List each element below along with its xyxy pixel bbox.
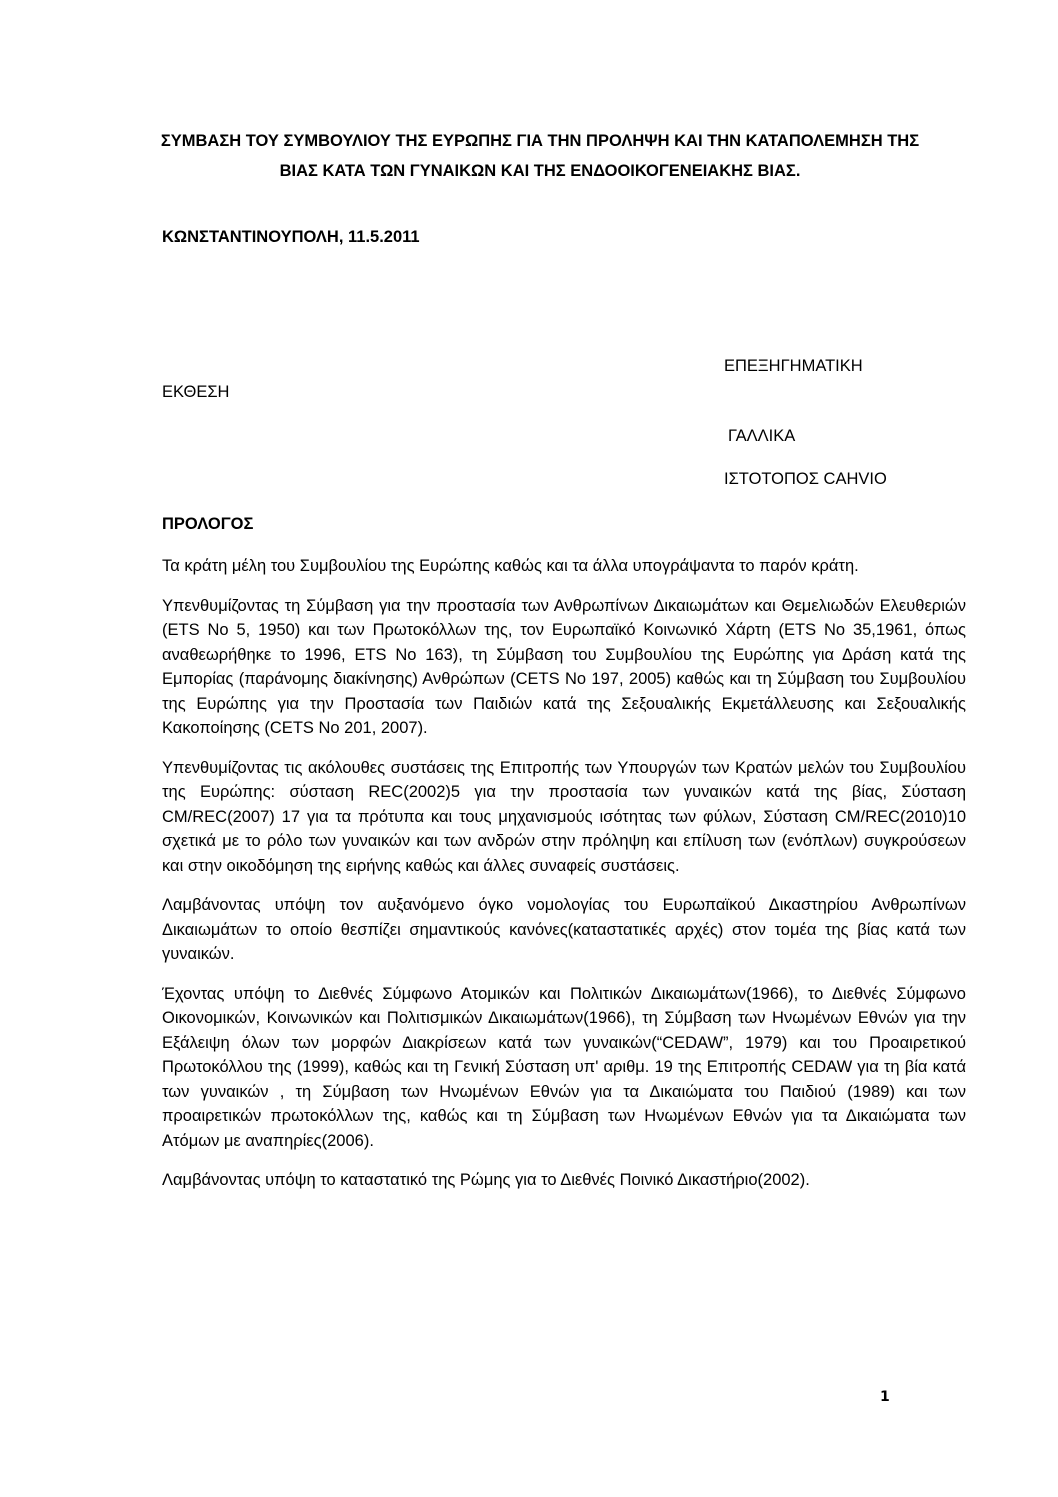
- meta-website: ΙΣΤΟΤΟΠΟΣ CAHVIO: [724, 470, 887, 488]
- paragraph: Τα κράτη μέλη του Συμβουλίου της Ευρώπης καθώς και τα άλλα υπογράψαντα το παρόν κράτη.: [162, 557, 859, 575]
- meta-french: ΓΑΛΛΙΚΑ: [728, 427, 796, 445]
- paragraph: Υπενθυμίζοντας τη Σύμβαση για την προστασία των Ανθρωπίνων Δικαιωμάτων και Θεμελιωδών Ελευθεριών (ETS No 5, 1950) και των Πρωτοκόλλων της, τον Ευρωπαϊκό Κοινωνικό Χάρτη (ETS No 35,1961, όπως αναθεωρήθηκε το 1996, ETS No 163), τη Σύμβαση του Συμβουλίου της Ευρώπης για Δράση κατά της Εμπορίας (παράνομης διακίνησης) Ανθρώπων (CETS No 197, 2005) καθώς και τη Σύμβαση του Συμβουλίου της Ευρώπης για την Προστασία των Παιδιών κατά της Σεξουαλικής Εκμετάλλευσης και Σεξουαλικής Κακοποίησης (CETS No 201, 2007).: [162, 596, 966, 737]
- body-text: [162, 554, 966, 1208]
- paragraph: Έχοντας υπόψη το Διεθνές Σύμφωνο Ατομικών και Πολιτικών Δικαιωμάτων(1966), το Διεθνές Σύμφωνο Οικονομικών, Κοινωνικών και Πολιτισμικών Δικαιωμάτων(1966), τη Σύμβαση των Ηνωμένων Εθνών για την Εξάλειψη όλων των μορφών Διακρίσεων κατά των γυναικών(“CEDAW”, 1979) και του Προαιρετικού Πρωτοκόλλου της (1999), καθώς και τη Γενική Σύσταση υπ' αριθμ. 19 της Επιτροπής CEDAW για τη βία κατά των γυναικών , τη Σύμβαση των Ηνωμένων Εθνών για τα Δικαιώματα του Παιδιού (1989) και των προαιρετικών πρωτοκόλλων της, καθώς και τη Σύμβαση των Ηνωμένων Εθνών για τα Δικαιώματα των Ατόμων με αναπηρίες(2006).: [162, 984, 966, 1150]
- page-number: 1: [880, 1389, 890, 1405]
- document-title: ΣΥΜΒΑΣΗ ΤΟΥ ΣΥΜΒΟΥΛΙΟΥ ΤΗΣ ΕΥΡΩΠΗΣ ΓΙΑ ΤΗΝ ΠΡΟΛΗΨΗ ΚΑΙ ΤΗΝ ΚΑΤΑΠΟΛΕΜΗΣΗ ΤΗΣ ΒΙΑΣ ΚΑΤΑ ΤΩΝ ΓΥΝΑΙΚΩΝ ΚΑΙ ΤΗΣ ΕΝΔΟΟΙΚΟΓΕΝΕΙΑΚΗΣ ΒΙΑΣ.: [160, 132, 920, 180]
- meta-explanatory: ΕΠΕΞΗΓΗΜΑΤΙΚΗ: [724, 357, 863, 375]
- paragraph: Λαμβάνοντας υπόψη το καταστατικό της Ρώμης για το Διεθνές Ποινικό Δικαστήριο(2002).: [162, 1171, 810, 1189]
- meta-report: ΕΚΘΕΣΗ: [162, 383, 230, 401]
- paragraph: Υπενθυμίζοντας τις ακόλουθες συστάσεις της Επιτροπής των Υπουργών των Κρατών μελών του Συμβουλίου της Ευρώπης: σύσταση REC(2002)5 για την προστασία των γυναικών κατά της βίας, Σύσταση CM/REC(2007) 17 για τα πρότυπα και τους μηχανισμούς ισότητας των φύλων, Σύσταση CM/REC(2010)10 σχετικά με το ρόλο των γυναικών και των ανδρών στην πρόληψη και επίλυση των (ενόπλων) συγκρούσεων και στην οικοδόμηση της ειρήνης καθώς και άλλες συναφείς συστάσεις.: [162, 758, 966, 875]
- section-heading: ΠΡΟΛΟΓΟΣ: [162, 515, 254, 533]
- place-date: ΚΩΝΣΤΑΝΤΙΝΟΥΠΟΛΗ, 11.5.2011: [162, 228, 420, 246]
- paragraph: Λαμβάνοντας υπόψη τον αυξανόμενο όγκο νομολογίας του Ευρωπαϊκού Δικαστηρίου Ανθρωπίνων Δικαιωμάτων το οποίο θεσπίζει σημαντικούς κανόνες(καταστατικές αρχές) στον τομέα της βίας κατά των γυναικών.: [162, 896, 966, 963]
